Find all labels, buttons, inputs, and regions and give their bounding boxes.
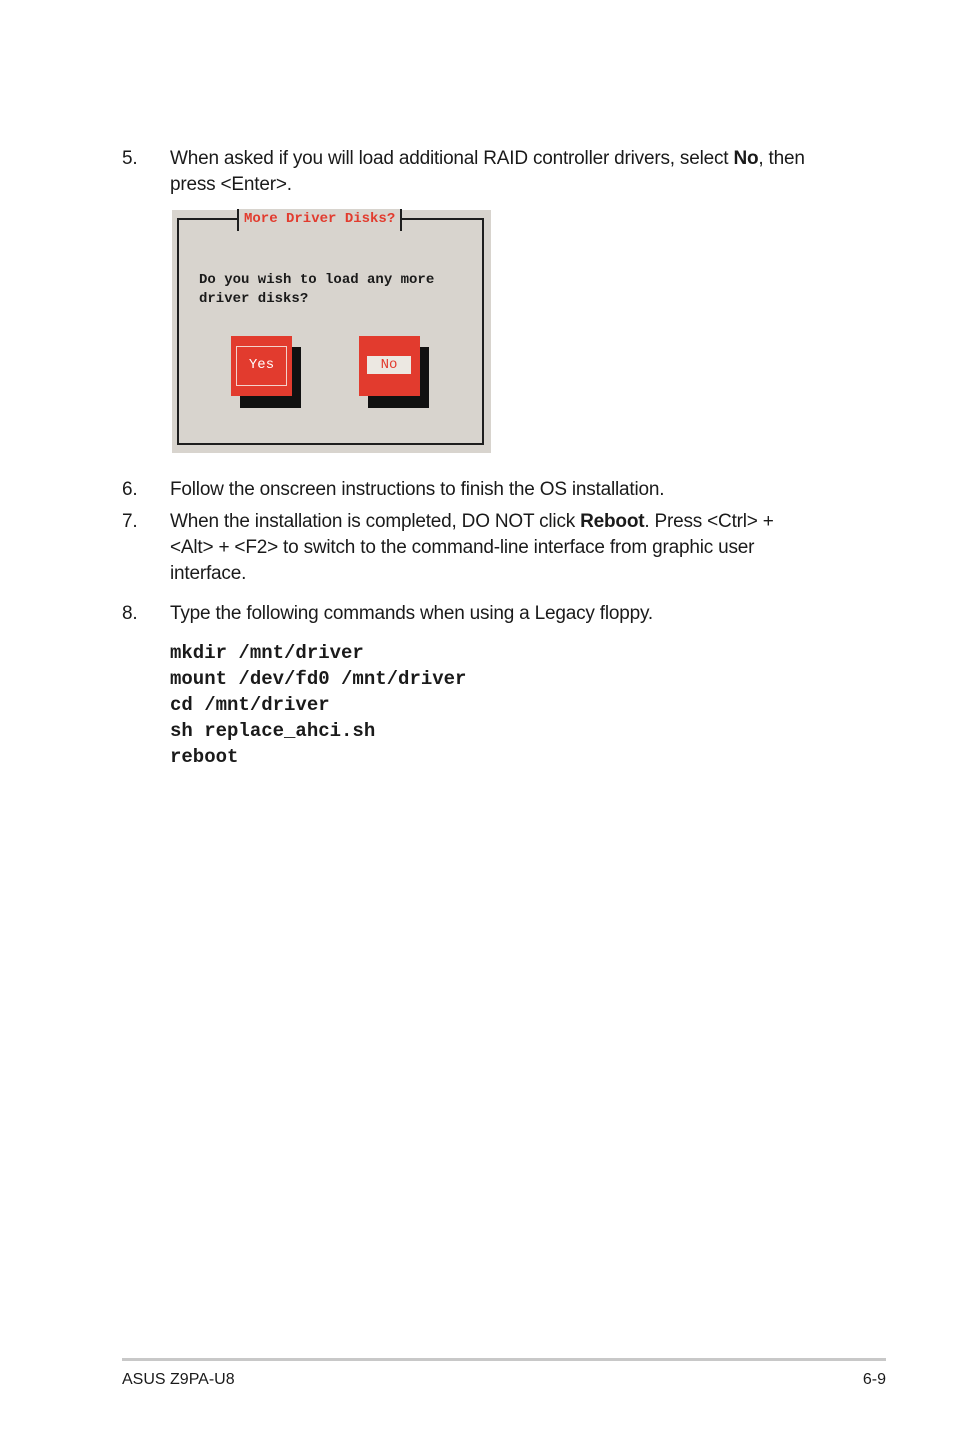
yes-button-label: Yes <box>236 346 287 386</box>
command-line: cd /mnt/driver <box>170 694 330 716</box>
more-driver-disks-dialog <box>172 210 491 453</box>
step-number: 8. <box>122 603 138 624</box>
step-bold-term: Reboot <box>580 511 645 532</box>
step-text-part: When the installation is completed, DO NOT click <box>170 511 581 532</box>
command-line: reboot <box>170 746 239 768</box>
step-number: 6. <box>122 479 138 500</box>
step-text: Type the following commands when using a Legacy floppy. <box>170 603 653 624</box>
dialog-frame <box>177 211 484 445</box>
command-line: mount /dev/fd0 /mnt/driver <box>170 668 467 690</box>
step-text <box>170 146 845 198</box>
yes-button[interactable] <box>231 336 292 396</box>
step-bold-term: No <box>733 148 759 169</box>
step-number: 5. <box>122 148 138 169</box>
step-text-part: . Press <Ctrl> + <Alt> + <F2> to switch to the command-line interface from graphic user interface. <box>170 511 774 584</box>
footer-page-number: 6-9 <box>862 1371 886 1388</box>
command-line: mkdir /mnt/driver <box>170 642 364 664</box>
dialog-message: Do you wish to load any more driver disks? <box>199 272 435 307</box>
step-text <box>170 509 810 587</box>
step-text: Follow the onscreen instructions to finish the OS installation. <box>170 479 665 500</box>
no-button-label: No <box>367 356 411 374</box>
command-block <box>170 640 466 770</box>
dialog-title: More Driver Disks? <box>237 209 402 231</box>
step-number: 7. <box>122 511 138 532</box>
footer-product-name: ASUS Z9PA-U8 <box>122 1371 235 1388</box>
command-line: sh replace_ahci.sh <box>170 720 376 742</box>
step-text-part: , then press <Enter>. <box>170 148 805 195</box>
step-text-part: When asked if you will load additional RAID controller drivers, select <box>170 148 734 169</box>
footer-divider <box>122 1358 886 1361</box>
no-button[interactable] <box>359 336 420 396</box>
